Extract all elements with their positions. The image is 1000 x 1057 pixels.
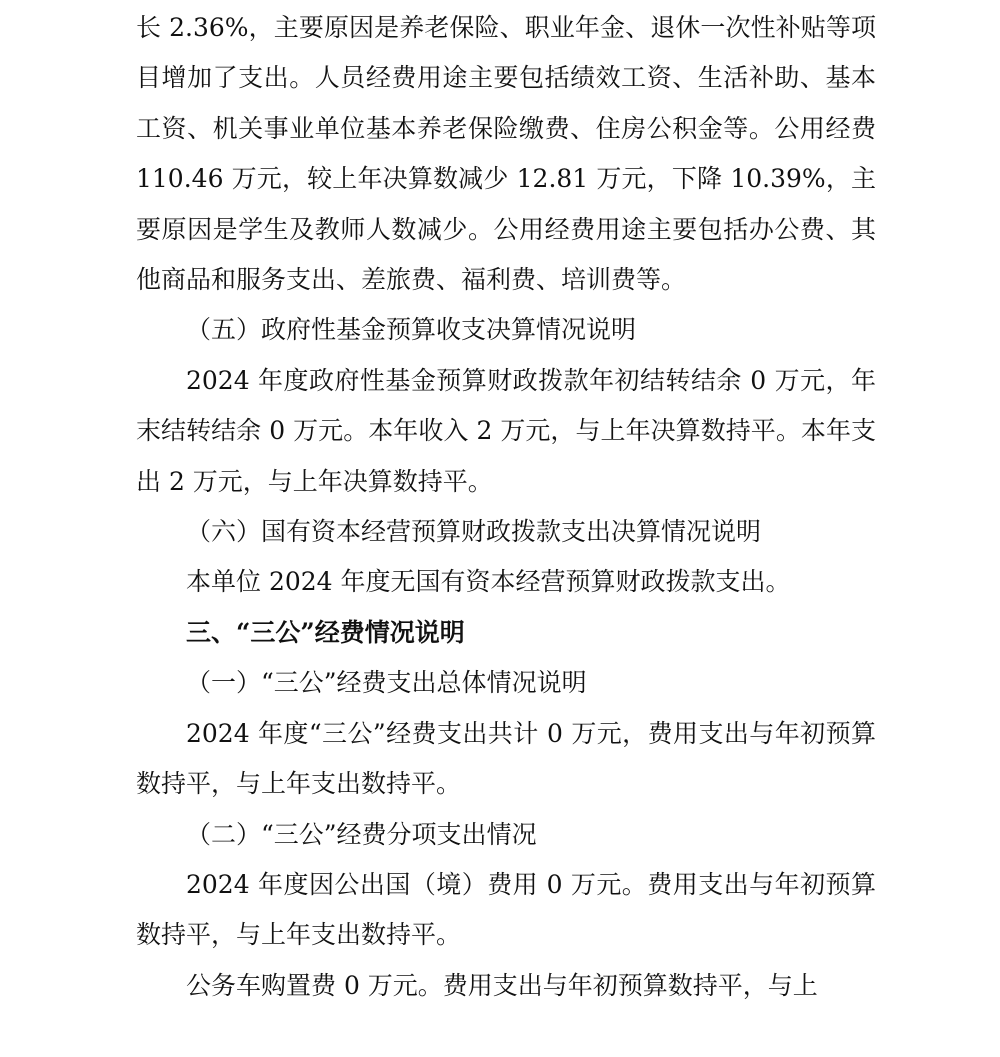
subheading-three-public-total: （一）“三公”经费支出总体情况说明 bbox=[186, 668, 587, 698]
subheading-government-fund-budget: （五）政府性基金预算收支决算情况说明 bbox=[186, 315, 637, 345]
paragraph-state-capital-budget: 本单位 2024 年度无国有资本经营预算财政拨款支出。 bbox=[186, 567, 791, 597]
section-heading-three-public-expenses: 三、“三公”经费情况说明 bbox=[186, 617, 465, 647]
paragraph-government-fund-budget: 2024 年度政府性基金预算财政拨款年初结转结余 0 万元，年末结转结余 0 万元。本年收入 2 万元，与上年决算数持平。本年支出 2 万元，与上年决算数持平。 bbox=[136, 365, 876, 496]
subheading-three-public-itemized: （二）“三公”经费分项支出情况 bbox=[186, 819, 537, 849]
document-body bbox=[136, 3, 876, 1011]
paragraph-three-public-total: 2024 年度“三公”经费支出共计 0 万元，费用支出与年初预算数持平，与上年支出数持平。 bbox=[136, 718, 876, 799]
subheading-state-capital-budget: （六）国有资本经营预算财政拨款支出决算情况说明 bbox=[186, 517, 762, 547]
paragraph-overseas-travel-expense: 2024 年度因公出国（境）费用 0 万元。费用支出与年初预算数持平，与上年支出数持平。 bbox=[136, 869, 876, 950]
paragraph-vehicle-purchase-expense: 公务车购置费 0 万元。费用支出与年初预算数持平，与上 bbox=[186, 970, 818, 1000]
paragraph-personnel-and-public-expenses: 长 2.36%，主要原因是养老保险、职业年金、退休一次性补贴等项目增加了支出。人员经费用途主要包括绩效工资、生活补助、基本工资、机关事业单位基本养老保险缴费、住房公积金等。公用经费 110.46 万元，较上年决算数减少 12.81 万元，下降 10.39%，主要原因是学生及教师人数减少。公用经费用途主要包括办公费、其他商品和服务支出、差旅费、福利费、培训费等。 bbox=[136, 13, 876, 295]
